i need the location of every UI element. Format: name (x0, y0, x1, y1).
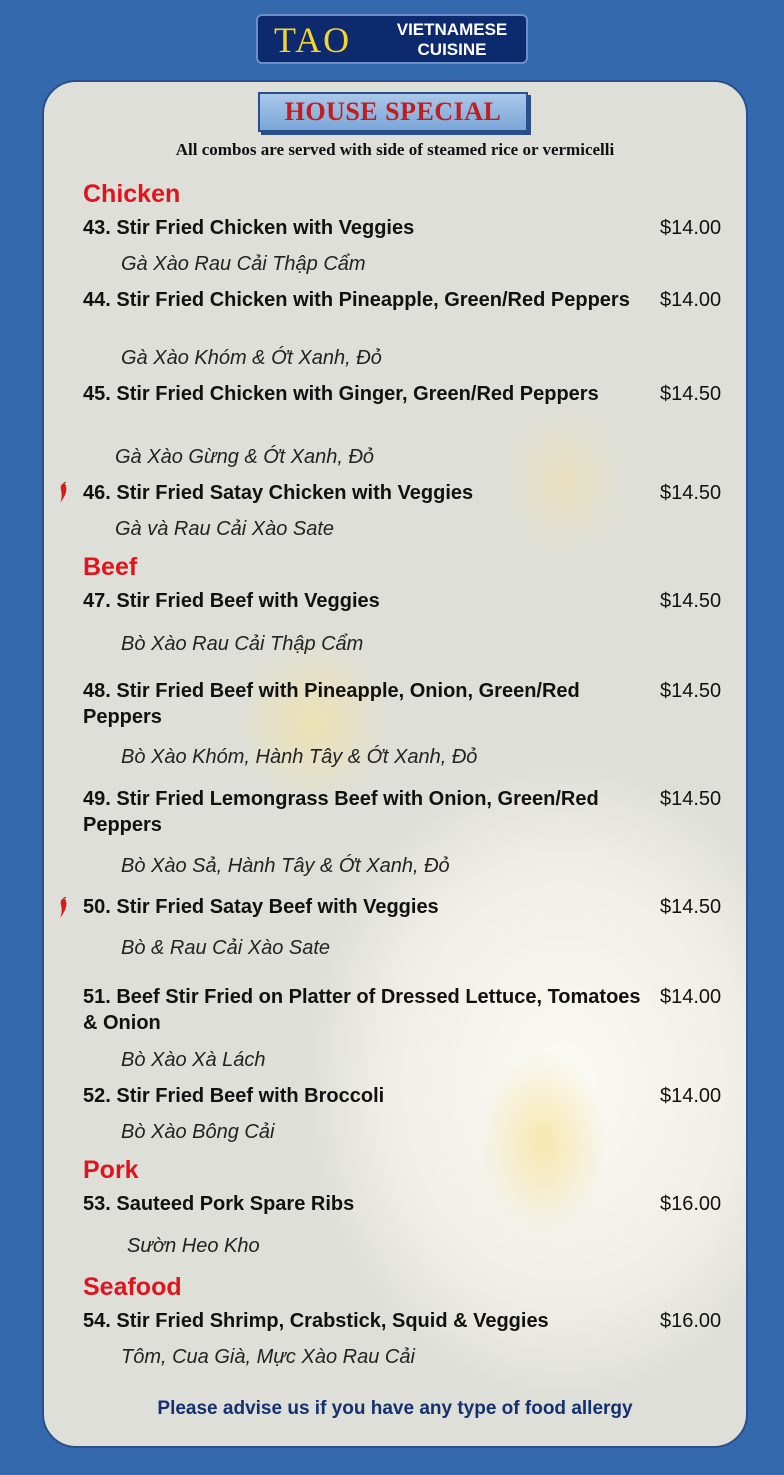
item-50-viet: Bò & Rau Cải Xào Sate (121, 937, 331, 959)
item-49-viet: Bò Xào Sả, Hành Tây & Ớt Xanh, Đỏ (121, 855, 450, 877)
item-54-price: $16.00 (660, 1310, 722, 1332)
restaurant-logo (256, 14, 528, 64)
chili-pepper-icon (58, 482, 68, 504)
item-48-name: 48. Stir Fried Beef with Pineapple, Onion, Green/Red Peppers (83, 680, 580, 728)
item-51-viet: Bò Xào Xà Lách (121, 1049, 266, 1071)
item-45-viet: Gà Xào Gừng & Ớt Xanh, Đỏ (115, 446, 375, 468)
banner-title: HOUSE SPECIAL (284, 97, 502, 126)
menu-panel (42, 80, 748, 1448)
item-43-viet: Gà Xào Rau Cải Thập Cẩm (121, 253, 366, 275)
item-49-name: 49. Stir Fried Lemongrass Beef with Onion, Green/Red Peppers (83, 788, 599, 836)
item-52-name: 52. Stir Fried Beef with Broccoli (83, 1085, 385, 1107)
logo-line1: VIETNAMESE (396, 20, 508, 39)
item-50-price: $14.50 (660, 896, 722, 918)
item-46-name: 46. Stir Fried Satay Chicken with Veggies (83, 482, 474, 504)
item-45-price: $14.50 (660, 383, 722, 405)
section-seafood: Seafood (83, 1273, 182, 1301)
item-50-name: 50. Stir Fried Satay Beef with Veggies (83, 896, 439, 918)
item-45-name: 45. Stir Fried Chicken with Ginger, Green/Red Peppers (83, 383, 599, 405)
item-46-viet: Gà và Rau Cải Xào Sate (115, 518, 335, 540)
item-51-price: $14.00 (660, 986, 722, 1008)
item-48-viet: Bò Xào Khóm, Hành Tây & Ớt Xanh, Đỏ (121, 746, 478, 768)
item-47-price: $14.50 (660, 590, 722, 612)
item-43-price: $14.00 (660, 217, 722, 239)
logo-subtitle (388, 20, 516, 60)
item-47-name: 47. Stir Fried Beef with Veggies (83, 590, 380, 612)
item-53-name: 53. Sauteed Pork Spare Ribs (83, 1193, 355, 1215)
section-beef: Beef (83, 553, 138, 581)
logo-line2: CUISINE (417, 40, 487, 59)
item-52-viet: Bò Xào Bông Cải (121, 1121, 275, 1143)
item-46-price: $14.50 (660, 482, 722, 504)
item-54-viet: Tôm, Cua Già, Mực Xào Rau Cải (121, 1346, 415, 1368)
item-52-price: $14.00 (660, 1085, 722, 1107)
item-43-name: 43. Stir Fried Chicken with Veggies (83, 217, 415, 239)
item-54-name: 54. Stir Fried Shrimp, Crabstick, Squid & Veggies (83, 1310, 549, 1332)
item-53-viet: Sườn Heo Kho (127, 1235, 260, 1257)
allergy-notice: Please advise us if you have any type of food allergy (157, 1398, 633, 1419)
item-44-price: $14.00 (660, 289, 722, 311)
item-48-price: $14.50 (660, 680, 722, 702)
logo-brand: TAO (274, 20, 352, 60)
section-pork: Pork (83, 1156, 139, 1184)
item-44-name: 44. Stir Fried Chicken with Pineapple, Green/Red Peppers (83, 289, 630, 311)
section-chicken: Chicken (83, 180, 181, 208)
item-53-price: $16.00 (660, 1193, 722, 1215)
item-49-price: $14.50 (660, 788, 722, 810)
chili-pepper-icon (58, 897, 68, 919)
item-47-viet: Bò Xào Rau Cải Thập Cẩm (121, 633, 364, 655)
combo-note: All combos are served with side of steamed rice or vermicelli (175, 140, 615, 159)
item-44-viet: Gà Xào Khóm & Ớt Xanh, Đỏ (121, 347, 382, 369)
house-special-banner (258, 92, 528, 132)
item-51-name: 51. Beef Stir Fried on Platter of Dressed Lettuce, Tomatoes & Onion (83, 986, 641, 1034)
